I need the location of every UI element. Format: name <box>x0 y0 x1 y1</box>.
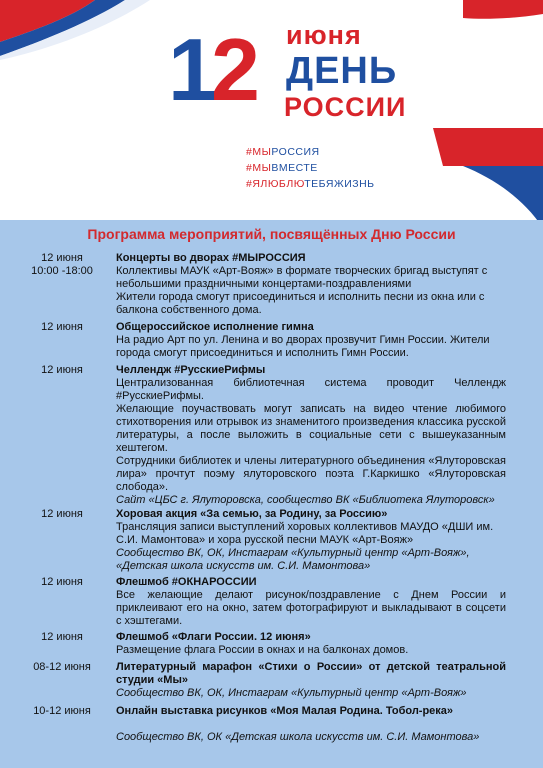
event-body <box>116 508 506 573</box>
event-heading: Литературный марафон «Стихи о России» от детской театральной студии «Мы» <box>116 661 506 686</box>
flag-ribbon-left <box>0 0 150 60</box>
event-text: Коллективы МАУК «Арт-Вояж» в формате творческих бригад выступят с небольшими праздничными концертами-поздравлениями <box>116 265 488 290</box>
event-heading: Онлайн выставка рисунков «Моя Малая Родина. Тобол-река» <box>116 705 454 717</box>
event-date: 10-12 июня <box>33 705 91 717</box>
event-date: 12 июня <box>41 364 83 376</box>
hashtag: #МЫВМЕСТЕ <box>246 162 318 174</box>
event-heading: Общероссийское исполнение гимна <box>116 321 314 333</box>
event-heading: Флешмоб «Флаги России. 12 июня» <box>116 631 311 643</box>
hashtag: #МЫРОССИЯ <box>246 146 320 158</box>
event-text: Централизованная библиотечная система проводит Челлендж #РусскиеРифмы. <box>116 377 506 402</box>
event-source: Сообщество ВК, ОК, Инстаграм «Культурный центр «Арт-Вояж», «Детская школа искусств им. С.И. Мамонтова» <box>116 547 470 572</box>
event-text: Жители города смогут присоединиться и исполнить песни из окна или с балкона собственного дома. <box>116 291 485 316</box>
event-date: 12 июня <box>41 631 83 643</box>
event-body <box>116 252 506 317</box>
event-body <box>116 631 506 657</box>
header-banner <box>0 0 543 230</box>
logo-month: июня <box>286 20 362 50</box>
event-body <box>116 576 506 628</box>
event-source: Сообщество ВК, ОК, Инстаграм «Культурный центр «Арт-Вояж» <box>116 687 467 699</box>
program-section <box>0 220 543 768</box>
flag-ribbon-right-top <box>463 0 543 20</box>
event-body <box>116 364 506 507</box>
logo-number: 12 <box>168 20 254 119</box>
day-of-russia-logo <box>168 22 413 132</box>
event-date: 12 июня 10:00 -18:00 <box>31 252 93 277</box>
hashtag-list <box>246 144 375 192</box>
hashtag: #ЯЛЮБЛЮТЕБЯЖИЗНЬ <box>246 178 375 190</box>
event-heading: Флешмоб #ОКНАРОССИИ <box>116 576 257 588</box>
event-text: Сотрудники библиотек и члены литературного объединения «Ялуторовская лира» прочтут поэму ялуторовского поэта Г.Каркишко «Ялуторовская слобода». <box>116 455 506 493</box>
logo-day-word: ДЕНЬ <box>286 50 398 92</box>
event-body <box>116 321 506 360</box>
event-date: 12 июня <box>41 508 83 520</box>
event-text: На радио Арт по ул. Ленина и во дворах прозвучит Гимн России. Жители города смогут присоединиться и исполнить Гимн России. <box>116 334 490 359</box>
logo-russia-word: РОССИИ <box>284 92 407 122</box>
flag-ribbon-right <box>433 128 543 228</box>
event-heading: Концерты во дворах #МЫРОССИЯ <box>116 252 306 264</box>
event-date: 08-12 июня <box>33 661 91 673</box>
event-source: Сообщество ВК, ОК «Детская школа искусств им. С.И. Мамонтова» <box>116 731 480 743</box>
event-body <box>116 661 506 700</box>
event-date: 12 июня <box>41 576 83 588</box>
event-text: Все желающие делают рисунок/поздравление с Днем России и приклеивают его на окно, затем фотографируют и выкладывают в соцсети с хэштегами. <box>116 589 506 627</box>
event-text: Желающие поучаствовать могут записать на видео чтение любимого стихотворения или отрывок из знаменитого произведения классика русской литературы, а после выложить в социальные сети с вышеуказанным хештегом. <box>116 403 506 454</box>
event-heading: Хоровая акция «За семью, за Родину, за Россию» <box>116 508 388 520</box>
event-source: Сайт «ЦБС г. Ялуторовска, сообщество ВК «Библиотека Ялуторовск» <box>116 494 495 506</box>
event-text: Размещение флага России в окнах и на балконах домов. <box>116 644 409 656</box>
event-heading: Челлендж #РусскиеРифмы <box>116 364 266 376</box>
program-title: Программа мероприятий, посвящённых Дню России <box>87 226 456 242</box>
event-date: 12 июня <box>41 321 83 333</box>
event-body <box>116 705 506 744</box>
event-text: Трансляция записи выступлений хоровых коллективов МАУДО «ДШИ им. С.И. Мамонтова» и хора русской песни МАУК «Арт-Вояж» <box>116 521 494 546</box>
